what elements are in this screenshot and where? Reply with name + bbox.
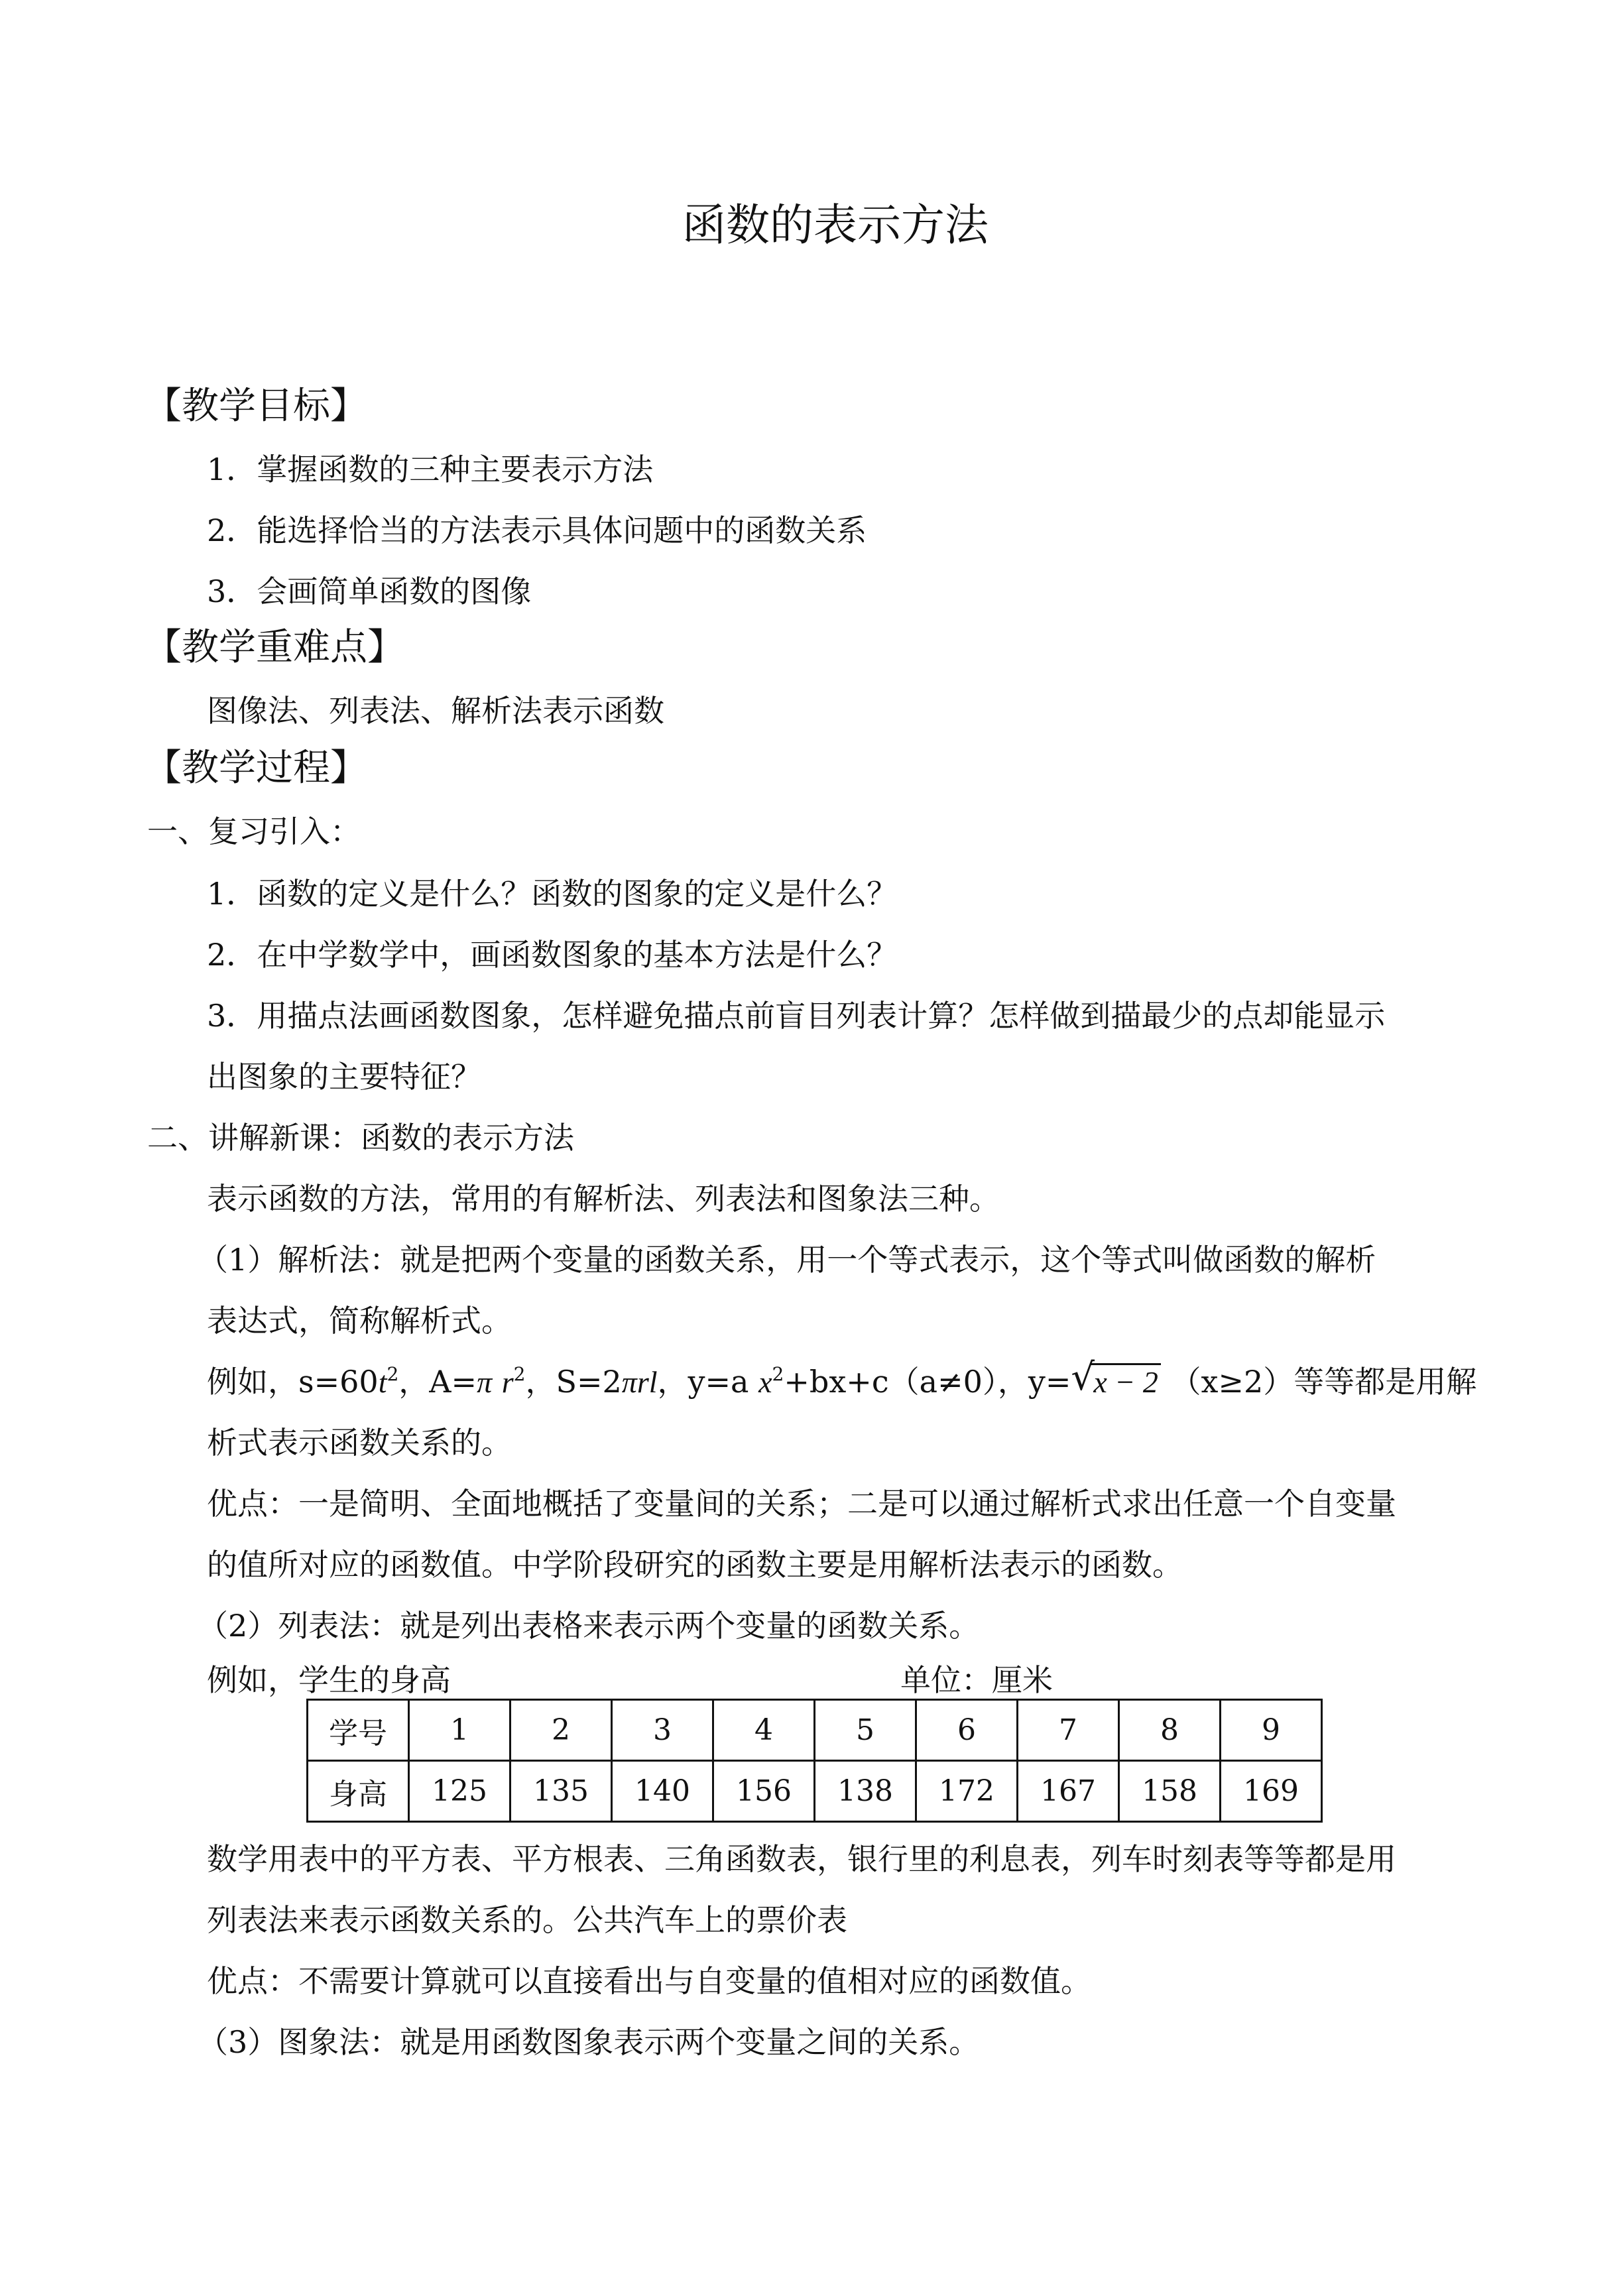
var-r: r: [501, 1365, 514, 1399]
review-item-3-cont: 出图象的主要特征？: [207, 1059, 481, 1095]
analytic-example-line2: 析式表示函数关系的。: [207, 1425, 512, 1461]
methods-intro: 表示函数的方法，常用的有解析法、列表法和图象法三种。: [207, 1181, 1000, 1217]
id-cell: 6: [916, 1700, 1018, 1761]
analytic-method-line1: （1）解析法：就是把两个变量的函数关系，用一个等式表示，这个等式叫做函数的解析: [198, 1242, 1376, 1278]
height-cell: 125: [409, 1761, 511, 1822]
height-cell: 135: [511, 1761, 612, 1822]
review-heading: 一、复习引入：: [147, 814, 361, 849]
height-cell: 167: [1018, 1761, 1119, 1822]
exp-1: 2: [387, 1363, 399, 1385]
id-cell: 9: [1221, 1700, 1322, 1761]
height-cell: 158: [1119, 1761, 1221, 1822]
new-lesson-heading: 二、讲解新课：函数的表示方法: [147, 1120, 574, 1156]
table-method-text: （2）列表法：就是列出表格来表示两个变量的函数关系。: [198, 1608, 980, 1644]
graph-method-text: （3）图象法：就是用函数图象表示两个变量之间的关系。: [198, 2024, 980, 2060]
table-row: [308, 1700, 1322, 1761]
id-cell: 2: [511, 1700, 612, 1761]
goal-item-3: 3．会画简单函数的图像: [207, 574, 532, 609]
goal-item-2: 2．能选择恰当的方法表示具体问题中的函数关系: [207, 513, 867, 548]
review-item-1: 1．函数的定义是什么？函数的图象的定义是什么？: [207, 876, 898, 912]
review-item-2: 2．在中学数学中，画函数图象的基本方法是什么？: [207, 937, 898, 973]
analytic-advantage-line1: 优点：一是简明、全面地概括了变量间的关系；二是可以通过解析式求出任意一个自变量: [207, 1486, 1396, 1522]
key-points-text: 图像法、列表法、解析法表示函数: [207, 693, 664, 729]
height-cell: 169: [1221, 1761, 1322, 1822]
height-table: [306, 1699, 1323, 1823]
var-pirl: πrl: [621, 1365, 658, 1399]
goals-heading: 【教学目标】: [145, 385, 367, 428]
id-cell: 8: [1119, 1700, 1221, 1761]
key-points-heading: 【教学重难点】: [145, 626, 404, 669]
id-cell: 3: [612, 1700, 713, 1761]
analytic-method-line2: 表达式，简称解析式。: [207, 1303, 512, 1339]
table-example-label: 例如，学生的身高: [207, 1662, 451, 1698]
row-header-id: 学号: [308, 1700, 409, 1761]
table-row: [308, 1761, 1322, 1822]
sqrt-expression: [1071, 1356, 1160, 1402]
review-item-3: 3．用描点法画函数图象，怎样避免描点前盲目列表计算？怎样做到描最少的点却能显示: [207, 998, 1386, 1034]
exp-2: 2: [513, 1363, 526, 1385]
table-note-line1: 数学用表中的平方表、平方根表、三角函数表，银行里的利息表，列车时刻表等等都是用: [207, 1841, 1396, 1877]
table-note-line2: 列表法来表示函数关系的。公共汽车上的票价表: [207, 1902, 847, 1938]
id-cell: 4: [713, 1700, 815, 1761]
analytic-example-line1: [207, 1356, 1477, 1402]
goal-item-1: 1．掌握函数的三种主要表示方法: [207, 452, 654, 487]
id-cell: 5: [815, 1700, 916, 1761]
exp-3: 2: [772, 1363, 784, 1385]
id-cell: 7: [1018, 1700, 1119, 1761]
height-cell: 156: [713, 1761, 815, 1822]
radicand: x − 2: [1091, 1363, 1160, 1399]
table-advantage: 优点：不需要计算就可以直接看出与自变量的值相对应的函数值。: [207, 1963, 1091, 1999]
example-sep3: ，y=a: [657, 1364, 749, 1400]
height-cell: 172: [916, 1761, 1018, 1822]
height-cell: 138: [815, 1761, 916, 1822]
row-header-height: 身高: [308, 1761, 409, 1822]
example-sep2: ，S=2: [525, 1364, 622, 1400]
var-x: x: [758, 1365, 772, 1399]
example-condition: （x≥2）等等都是用解: [1170, 1364, 1477, 1400]
example-prefix: 例如，s=60: [207, 1364, 379, 1400]
example-sep1: ，A=: [398, 1364, 477, 1400]
example-mid: +bx+c（a≠0），y=: [784, 1364, 1071, 1400]
var-pi: π: [477, 1365, 493, 1399]
analytic-advantage-line2: 的值所对应的函数值。中学阶段研究的函数主要是用解析法表示的函数。: [207, 1547, 1183, 1583]
process-heading: 【教学过程】: [145, 747, 367, 790]
var-t: t: [378, 1365, 387, 1399]
document-title: 函数的表示方法: [682, 200, 989, 251]
table-unit-label: 单位：厘米: [900, 1662, 1053, 1698]
id-cell: 1: [409, 1700, 511, 1761]
height-cell: 140: [612, 1761, 713, 1822]
radical-icon: √: [1071, 1356, 1095, 1399]
